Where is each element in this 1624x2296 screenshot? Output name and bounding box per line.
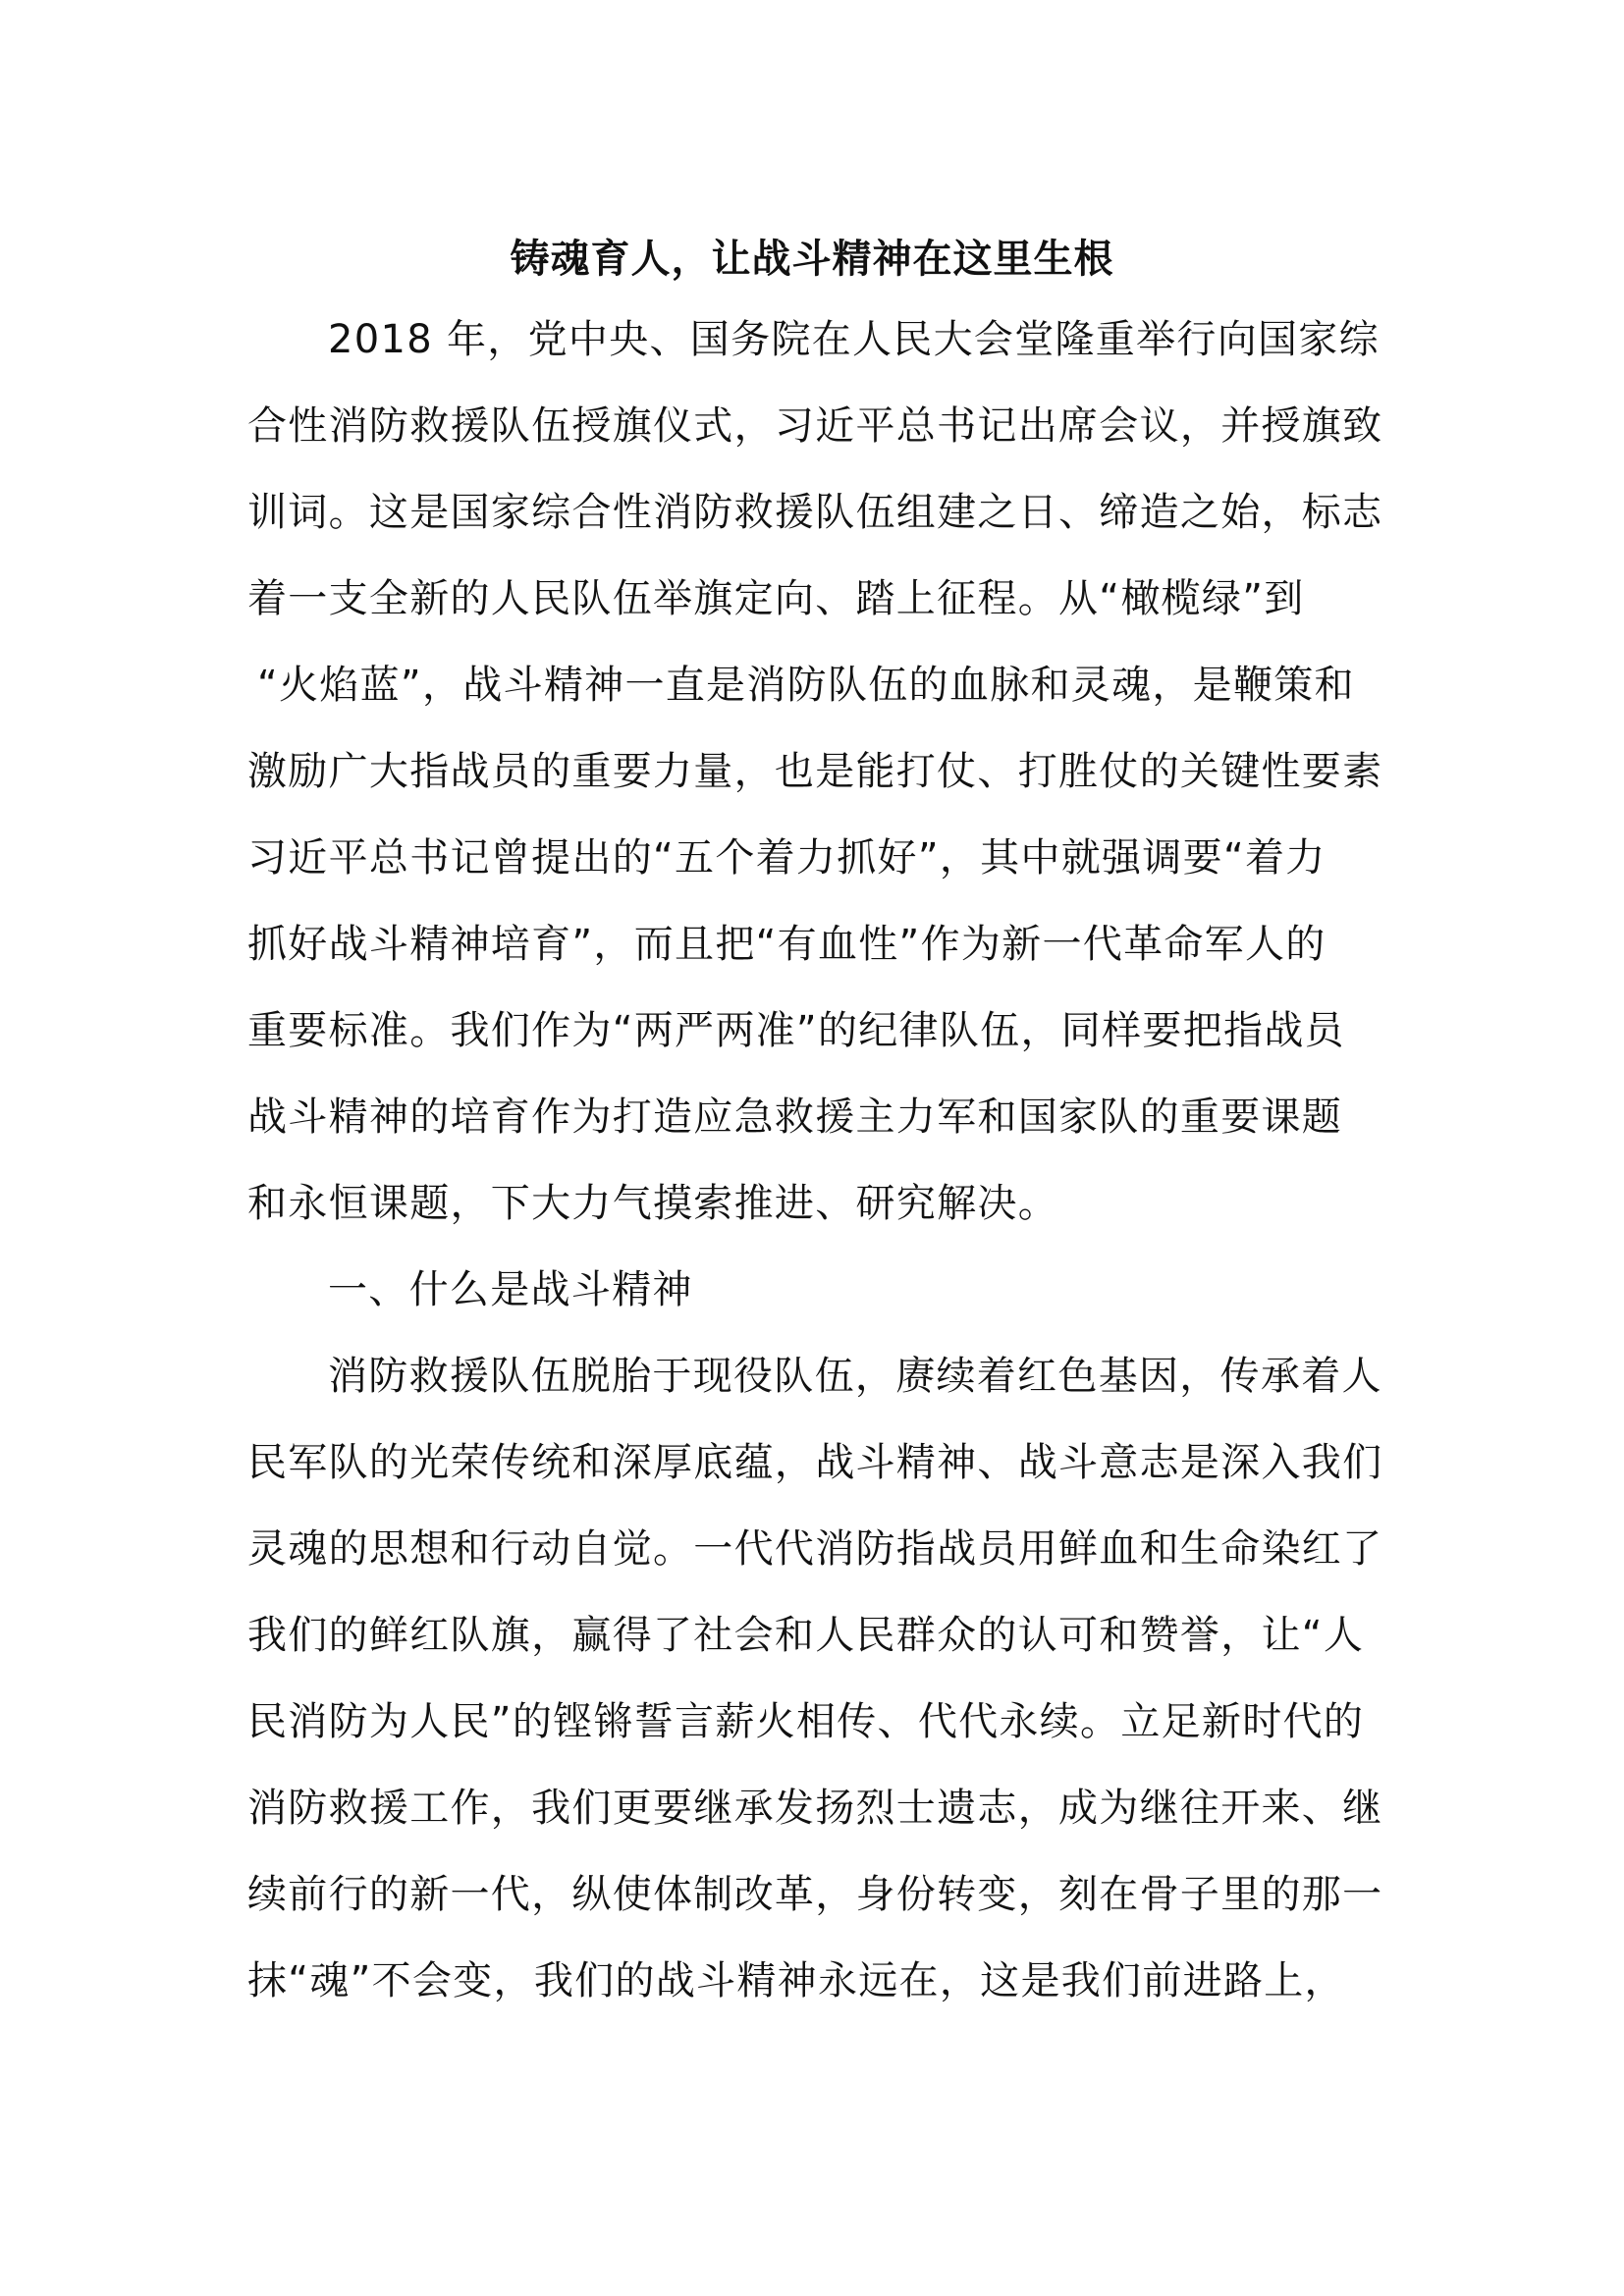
paragraph-line: 着一支全新的人民队伍举旗定向、踏上征程。从“橄榄绿”到: [247, 576, 1305, 621]
paragraph-line: 战斗精神的培育作为打造应急救援主力军和国家队的重要课题: [247, 1095, 1343, 1140]
paragraph-line: 消防救援队伍脱胎于现役队伍，赓续着红色基因，传承着人: [328, 1354, 1382, 1399]
paragraph-line: 抓好战斗精神培育”，而且把“有血性”作为新一代革命军人的: [247, 922, 1326, 967]
paragraph-line: 2018 年，党中央、国务院在人民大会堂隆重举行向国家综: [328, 317, 1380, 362]
paragraph-line: 抹“魂”不会变，我们的战斗精神永远在，这是我们前进路上，: [247, 1958, 1345, 2003]
paragraph-line: 习近平总书记曾提出的“五个着力抓好”，其中就强调要“着力: [247, 835, 1326, 881]
section-heading: 一、什么是战斗精神: [328, 1267, 693, 1312]
paragraph-line: 重要标准。我们作为“两严两准”的纪律队伍，同样要把指战员: [247, 1008, 1345, 1053]
paragraph-line: 续前行的新一代，纵使体制改革，身份转变，刻在骨子里的那一: [247, 1872, 1383, 1917]
document-title: 铸魂育人，让战斗精神在这里生根: [510, 237, 1114, 282]
paragraph-line: 激励广大指战员的重要力量，也是能打仗、打胜仗的关键性要素: [247, 749, 1383, 794]
paragraph-line: 合性消防救援队伍授旗仪式，习近平总书记出席会议，并授旗致: [247, 403, 1383, 449]
paragraph-line: 和永恒课题，下大力气摸索推进、研究解决。: [247, 1181, 1058, 1226]
paragraph-line: 灵魂的思想和行动自觉。一代代消防指战员用鲜血和生命染红了: [247, 1526, 1383, 1572]
paragraph-line: 民消防为人民”的铿锵誓言薪火相传、代代永续。立足新时代的: [247, 1699, 1365, 1744]
paragraph-line: 我们的鲜红队旗，赢得了社会和人民群众的认可和赞誉，让“人: [247, 1613, 1365, 1658]
paragraph-line: “火焰蓝”，战斗精神一直是消防队伍的血脉和灵魂，是鞭策和: [257, 663, 1355, 708]
paragraph-line: 训词。这是国家综合性消防救援队伍组建之日、缔造之始，标志: [247, 490, 1383, 535]
paragraph-line: 消防救援工作，我们更要继承发扬烈士遗志，成为继往开来、继: [247, 1786, 1383, 1831]
paragraph-line: 民军队的光荣传统和深厚底蕴，战斗精神、战斗意志是深入我们: [247, 1440, 1383, 1485]
